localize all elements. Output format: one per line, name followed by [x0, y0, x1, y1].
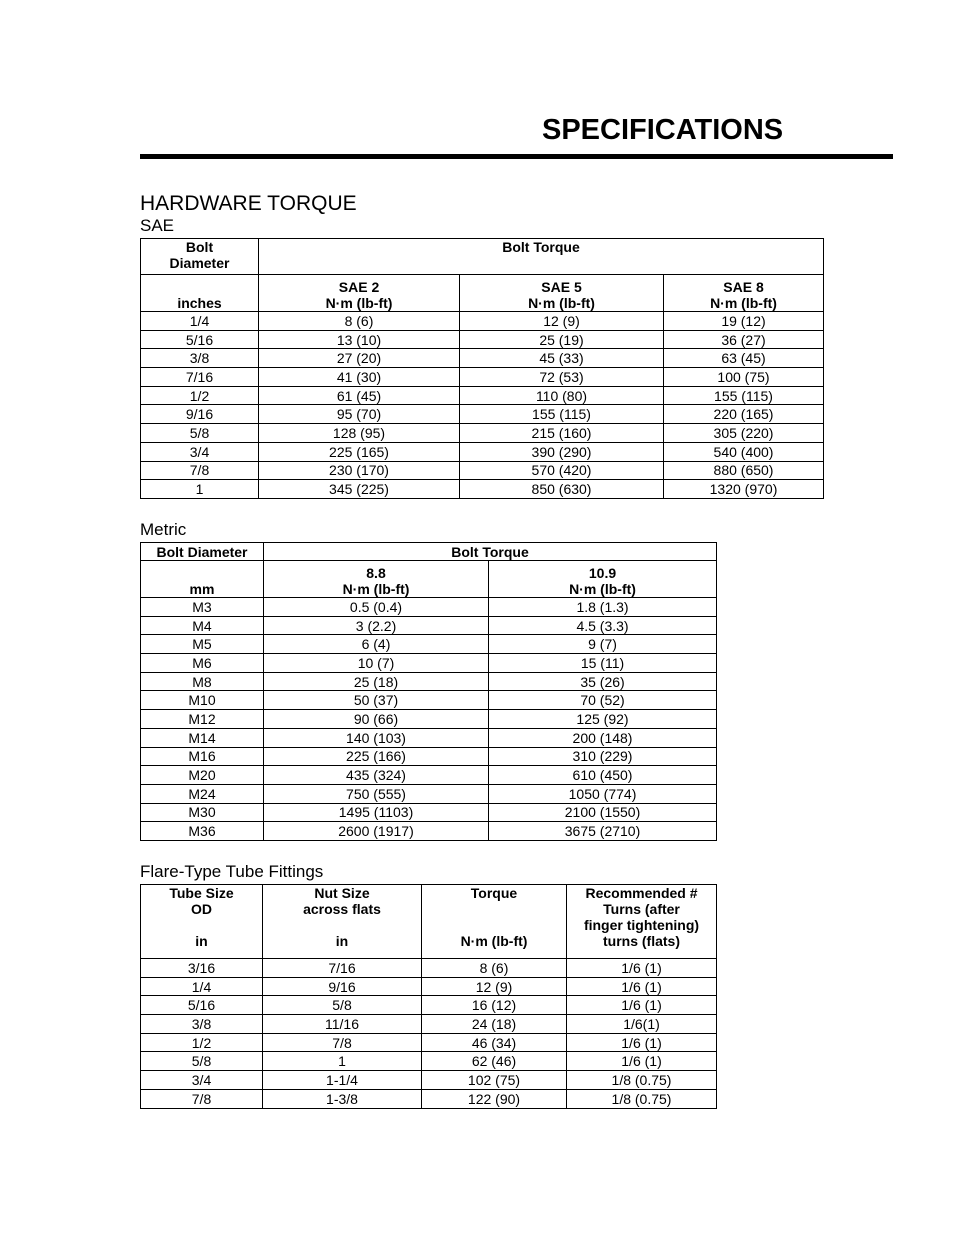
table-cell: 750 (555) [264, 784, 489, 803]
table-cell: 7/16 [141, 368, 259, 387]
sae-header-bolt-torque: Bolt Torque [259, 239, 824, 275]
table-cell: 5/8 [141, 424, 259, 443]
metric-table-row [141, 747, 717, 766]
metric-table-row [141, 766, 717, 785]
table-cell: 63 (45) [664, 349, 824, 368]
table-cell: 9/16 [141, 405, 259, 424]
table-cell: 5/16 [141, 330, 259, 349]
sae-header-bolt-diameter: Bolt Diameter [141, 239, 259, 275]
table-cell: 9/16 [263, 977, 422, 996]
table-cell: 15 (11) [489, 654, 717, 673]
flare-table-row [141, 996, 717, 1015]
table-cell: 1-3/8 [263, 1089, 422, 1108]
table-cell: M36 [141, 822, 264, 841]
table-cell: 25 (19) [460, 330, 664, 349]
table-cell: 5/8 [141, 1052, 263, 1071]
flare-header-torque: Torque N·m (lb-ft) [422, 885, 567, 959]
table-cell: M20 [141, 766, 264, 785]
table-cell: 3 (2.2) [264, 616, 489, 635]
table-cell: 100 (75) [664, 368, 824, 387]
table-cell: 1/2 [141, 1033, 263, 1052]
table-cell: 225 (165) [259, 442, 460, 461]
flare-header-nut-size: Nut Size across flats in [263, 885, 422, 959]
table-cell: 7/8 [141, 1089, 263, 1108]
table-cell: 12 (9) [460, 312, 664, 331]
sae-table-row [141, 330, 824, 349]
table-cell: 1/6 (1) [567, 959, 717, 978]
table-cell: 90 (66) [264, 710, 489, 729]
sae-table-row [141, 368, 824, 387]
table-cell: M12 [141, 710, 264, 729]
table-cell: 27 (20) [259, 349, 460, 368]
sae-header-units: inches [141, 275, 259, 312]
table-cell: 61 (45) [259, 386, 460, 405]
table-cell: 850 (630) [460, 480, 664, 499]
sae-torque-table [140, 238, 824, 499]
table-cell: 310 (229) [489, 747, 717, 766]
table-cell: 5/16 [141, 996, 263, 1015]
table-cell: 1/8 (0.75) [567, 1071, 717, 1090]
table-cell: 16 (12) [422, 996, 567, 1015]
table-cell: 1495 (1103) [264, 803, 489, 822]
flare-table-row [141, 1015, 717, 1034]
table-cell: M30 [141, 803, 264, 822]
flare-fittings-table [140, 884, 717, 1109]
sae-table-row [141, 386, 824, 405]
table-cell: 200 (148) [489, 728, 717, 747]
flare-table-row [141, 1052, 717, 1071]
table-cell: 1320 (970) [664, 480, 824, 499]
metric-table-row [141, 598, 717, 617]
metric-table-row [141, 654, 717, 673]
flare-table-row [141, 1089, 717, 1108]
table-cell: 12 (9) [422, 977, 567, 996]
flare-table-row [141, 1071, 717, 1090]
table-cell: 95 (70) [259, 405, 460, 424]
table-cell: 3/8 [141, 349, 259, 368]
metric-table-row [141, 728, 717, 747]
table-cell: 305 (220) [664, 424, 824, 443]
metric-header-bolt-diameter: Bolt Diameter [141, 543, 264, 561]
table-cell: 155 (115) [664, 386, 824, 405]
sae-table-row [141, 405, 824, 424]
metric-torque-table [140, 542, 717, 841]
table-cell: 3/4 [141, 442, 259, 461]
page-title: SPECIFICATIONS [542, 114, 784, 146]
table-cell: M3 [141, 598, 264, 617]
metric-header-units: mm [141, 561, 264, 598]
metric-header-bolt-torque: Bolt Torque [264, 543, 717, 561]
table-cell: 25 (18) [264, 672, 489, 691]
table-cell: 7/16 [263, 959, 422, 978]
sae-table-row [141, 349, 824, 368]
metric-table-row [141, 691, 717, 710]
table-cell: 35 (26) [489, 672, 717, 691]
table-cell: 6 (4) [264, 635, 489, 654]
table-cell: 11/16 [263, 1015, 422, 1034]
table-cell: 1/6(1) [567, 1015, 717, 1034]
table-cell: M14 [141, 728, 264, 747]
table-cell: M16 [141, 747, 264, 766]
metric-table-row [141, 635, 717, 654]
table-cell: 1/4 [141, 977, 263, 996]
table-cell: 45 (33) [460, 349, 664, 368]
sae-table-row [141, 312, 824, 331]
table-cell: 7/8 [263, 1033, 422, 1052]
table-cell: 8 (6) [259, 312, 460, 331]
table-cell: 13 (10) [259, 330, 460, 349]
flare-table-row [141, 959, 717, 978]
table-cell: 1050 (774) [489, 784, 717, 803]
table-cell: 24 (18) [422, 1015, 567, 1034]
table-cell: M4 [141, 616, 264, 635]
metric-table-row [141, 822, 717, 841]
flare-subtitle: Flare-Type Tube Fittings [140, 862, 324, 881]
table-cell: 540 (400) [664, 442, 824, 461]
table-cell: 3675 (2710) [489, 822, 717, 841]
table-cell: M24 [141, 784, 264, 803]
title-rule [140, 154, 893, 159]
table-cell: 46 (34) [422, 1033, 567, 1052]
metric-subtitle: Metric [140, 520, 187, 539]
table-cell: 41 (30) [259, 368, 460, 387]
sae-subtitle: SAE [140, 216, 175, 235]
table-cell: 390 (290) [460, 442, 664, 461]
table-cell: 122 (90) [422, 1089, 567, 1108]
table-cell: 1/8 (0.75) [567, 1089, 717, 1108]
sae-table-row [141, 442, 824, 461]
table-cell: 3/16 [141, 959, 263, 978]
metric-table-row [141, 672, 717, 691]
table-cell: 70 (52) [489, 691, 717, 710]
table-cell: 125 (92) [489, 710, 717, 729]
metric-header-grade-10-9: 10.9 N·m (lb-ft) [489, 561, 717, 598]
table-cell: 1/2 [141, 386, 259, 405]
table-cell: 230 (170) [259, 461, 460, 480]
table-cell: 435 (324) [264, 766, 489, 785]
table-cell: M6 [141, 654, 264, 673]
flare-header-tube-size: Tube Size OD in [141, 885, 263, 959]
table-cell: 3/8 [141, 1015, 263, 1034]
sae-header-grade-5: SAE 5 N·m (lb-ft) [460, 275, 664, 312]
table-cell: 225 (166) [264, 747, 489, 766]
sae-header-grade-8: SAE 8 N·m (lb-ft) [664, 275, 824, 312]
table-cell: 3/4 [141, 1071, 263, 1090]
table-cell: 7/8 [141, 461, 259, 480]
table-cell: 1-1/4 [263, 1071, 422, 1090]
sae-table-row [141, 480, 824, 499]
table-cell: M8 [141, 672, 264, 691]
table-cell: M5 [141, 635, 264, 654]
table-cell: 0.5 (0.4) [264, 598, 489, 617]
metric-header-grade-8-8: 8.8 N·m (lb-ft) [264, 561, 489, 598]
table-cell: 1/6 (1) [567, 996, 717, 1015]
table-cell: M10 [141, 691, 264, 710]
table-cell: 1 [263, 1052, 422, 1071]
metric-table-row [141, 784, 717, 803]
section-title: HARDWARE TORQUE [140, 192, 357, 215]
table-cell: 50 (37) [264, 691, 489, 710]
metric-table-row [141, 710, 717, 729]
table-cell: 1/6 (1) [567, 1033, 717, 1052]
table-cell: 4.5 (3.3) [489, 616, 717, 635]
table-cell: 1/4 [141, 312, 259, 331]
table-cell: 1 [141, 480, 259, 499]
table-cell: 8 (6) [422, 959, 567, 978]
table-cell: 128 (95) [259, 424, 460, 443]
table-cell: 220 (165) [664, 405, 824, 424]
table-cell: 880 (650) [664, 461, 824, 480]
table-cell: 102 (75) [422, 1071, 567, 1090]
flare-table-row [141, 1033, 717, 1052]
table-cell: 1/6 (1) [567, 1052, 717, 1071]
table-cell: 19 (12) [664, 312, 824, 331]
table-cell: 1/6 (1) [567, 977, 717, 996]
flare-header-recommended-turns: Recommended # Turns (after finger tightening) turns (flats) [567, 885, 717, 959]
table-cell: 570 (420) [460, 461, 664, 480]
metric-table-row [141, 803, 717, 822]
table-cell: 9 (7) [489, 635, 717, 654]
table-cell: 610 (450) [489, 766, 717, 785]
table-cell: 5/8 [263, 996, 422, 1015]
table-cell: 140 (103) [264, 728, 489, 747]
table-cell: 62 (46) [422, 1052, 567, 1071]
table-cell: 2100 (1550) [489, 803, 717, 822]
table-cell: 345 (225) [259, 480, 460, 499]
flare-table-row [141, 977, 717, 996]
table-cell: 36 (27) [664, 330, 824, 349]
metric-table-row [141, 616, 717, 635]
table-cell: 72 (53) [460, 368, 664, 387]
table-cell: 10 (7) [264, 654, 489, 673]
table-cell: 2600 (1917) [264, 822, 489, 841]
table-cell: 1.8 (1.3) [489, 598, 717, 617]
sae-header-grade-2: SAE 2 N·m (lb-ft) [259, 275, 460, 312]
table-cell: 215 (160) [460, 424, 664, 443]
table-cell: 155 (115) [460, 405, 664, 424]
table-cell: 110 (80) [460, 386, 664, 405]
sae-table-row [141, 424, 824, 443]
sae-table-row [141, 461, 824, 480]
